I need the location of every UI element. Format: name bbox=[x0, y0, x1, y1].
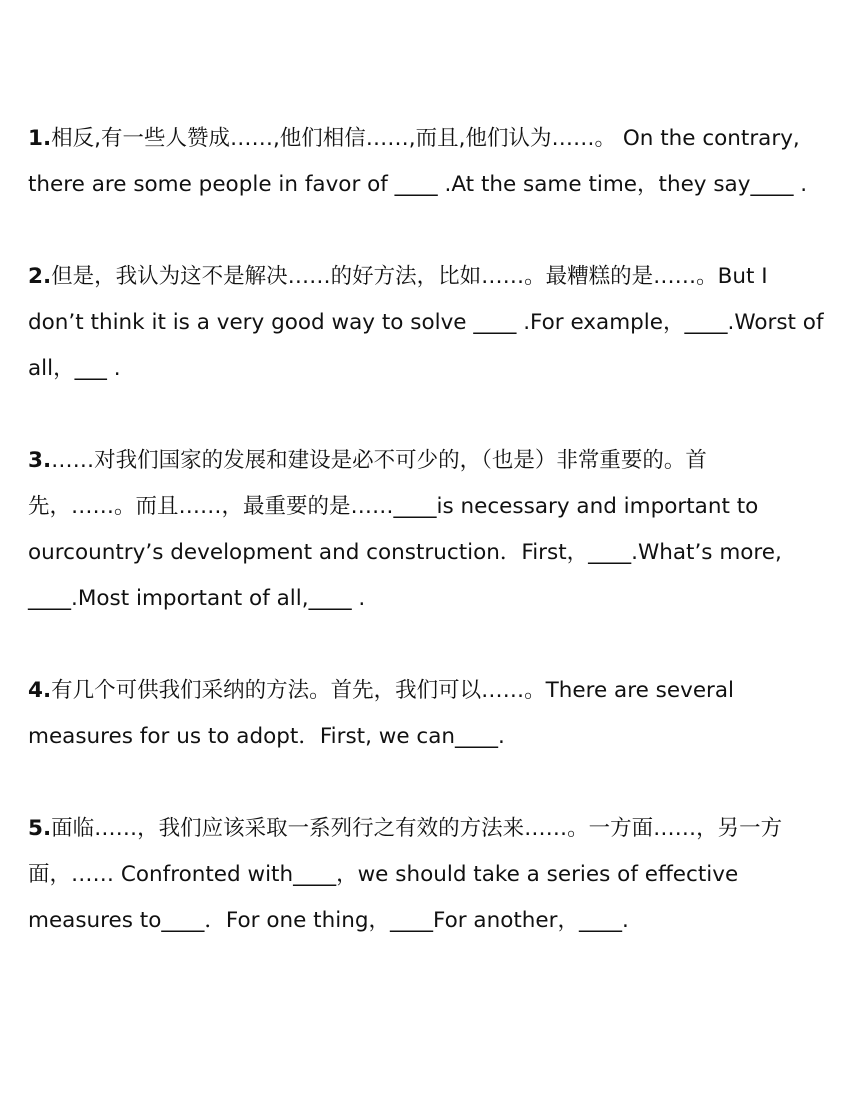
item-5 bbox=[28, 806, 850, 944]
item-line: 面，…… Confronted with____，we should take a series of effective bbox=[28, 862, 739, 887]
item-line bbox=[28, 116, 850, 162]
item-4 bbox=[28, 668, 850, 760]
item-line bbox=[28, 438, 850, 484]
item-line: measures for us to adopt．First, we can____. bbox=[28, 724, 505, 749]
item-text: 面临……，我们应该采取一系列行之有效的方法来……。一方面……，另一方 bbox=[51, 816, 783, 841]
item-line: all，___ . bbox=[28, 356, 121, 381]
item-2 bbox=[28, 254, 850, 392]
item-text: 有几个可供我们采纳的方法。首先，我们可以……。There are several bbox=[51, 678, 735, 703]
item-line bbox=[28, 806, 850, 852]
item-line: measures to____．For one thing，____For another，____. bbox=[28, 908, 629, 933]
item-text: ……对我们国家的发展和建设是必不可少的，（也是）非常重要的。首 bbox=[51, 448, 707, 473]
item-number: 1. bbox=[28, 126, 52, 151]
item-number: 2. bbox=[28, 264, 52, 289]
item-line: ourcountry’s development and construction．First，____.What’s more, bbox=[28, 540, 782, 565]
item-line bbox=[28, 668, 850, 714]
item-line: don’t think it is a very good way to solve ____ .For example，____.Worst of bbox=[28, 310, 824, 335]
document-body bbox=[28, 116, 850, 990]
item-line: ____.Most important of all,____ . bbox=[28, 586, 366, 611]
item-line bbox=[28, 254, 850, 300]
item-1 bbox=[28, 116, 850, 208]
item-text: 相反,有一些人赞成……,他们相信……,而且,他们认为……。 On the contrary, bbox=[51, 126, 800, 151]
item-text: 但是，我认为这不是解决……的好方法，比如……。最糟糕的是……。But I bbox=[51, 264, 768, 289]
item-3 bbox=[28, 438, 850, 622]
item-number: 3. bbox=[28, 448, 52, 473]
item-line: there are some people in favor of ____ .At the same time，they say____ . bbox=[28, 172, 808, 197]
item-number: 4. bbox=[28, 678, 52, 703]
item-number: 5. bbox=[28, 816, 52, 841]
item-line: 先，……。而且……，最重要的是……____is necessary and important to bbox=[28, 494, 759, 519]
